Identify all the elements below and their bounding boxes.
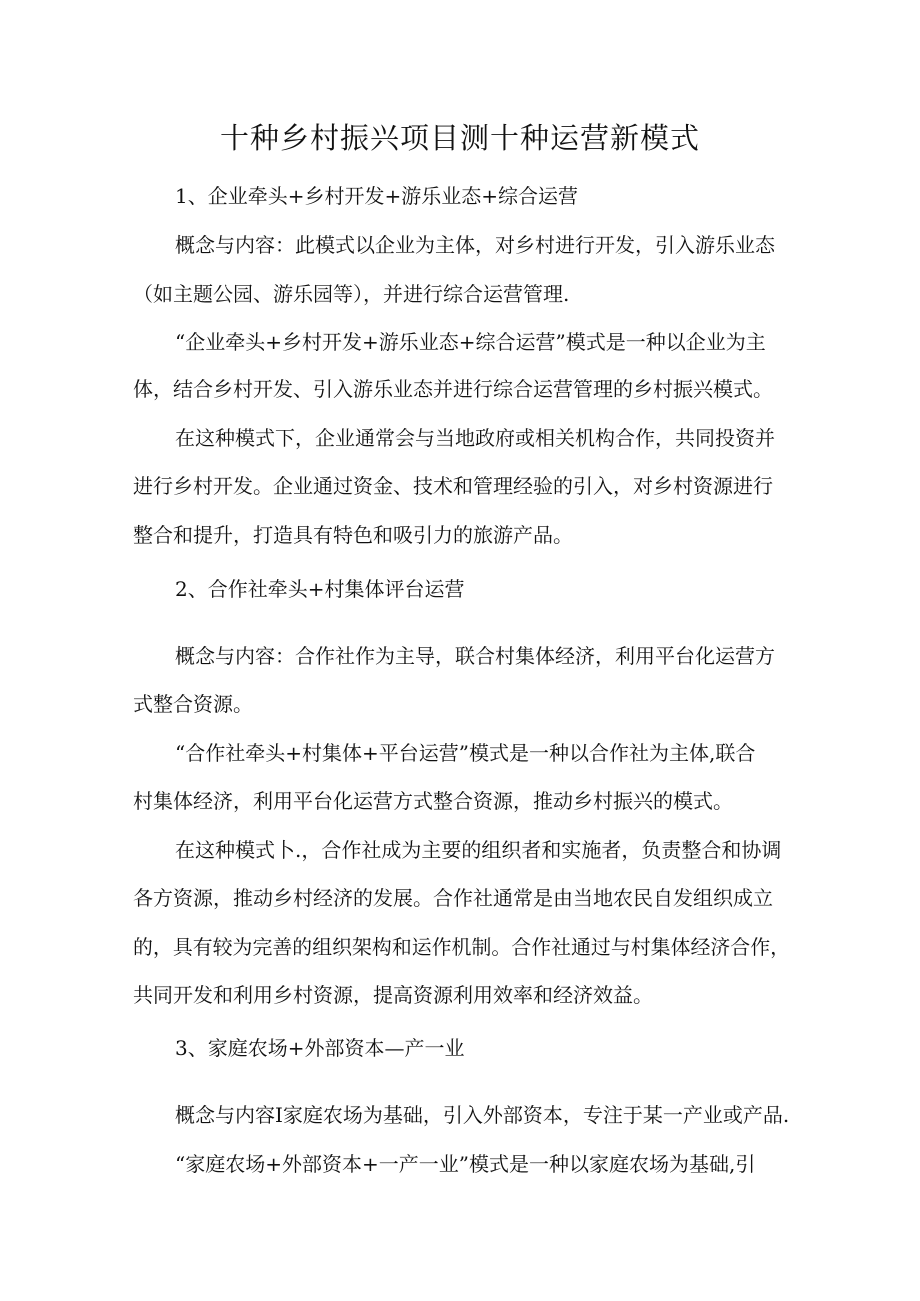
paragraph-line: 体，结合乡村开发、引入游乐业态并进行综合运营管理的乡村振兴模式。: [133, 377, 773, 401]
section-1-heading: 1、企业牵头+乡村开发+游乐业态+综合运营: [175, 184, 578, 208]
section-2-heading: 2、合作社牵头+村集体评台运营: [175, 577, 465, 601]
paragraph-line: 的，具有较为完善的组织架构和运作机制。合作社通过与村集体经济合作，: [133, 935, 791, 959]
paragraph-line: 在这种模式卜.，合作社成为主要的组织者和实施者，负责整合和协调: [175, 838, 782, 862]
paragraph-line: “家庭农场+外部资本+一产一业”模式是一种以家庭农场为基础,引: [175, 1152, 756, 1176]
paragraph-line: “企业牵头+乡村开发+游乐业态+综合运营”模式是一种以企业为主: [175, 330, 766, 354]
paragraph-line: 概念与内容I家庭农场为基础，引入外部资本，专注于某一产业或产品.: [175, 1103, 790, 1127]
paragraph-line: 进行乡村开发。企业通过资金、技术和管理经验的引入，对乡村资源进行: [133, 474, 773, 498]
paragraph-line: 整合和提升，打造具有特色和吸引力的旅游产品。: [133, 523, 573, 547]
paragraph-line: 共同开发和利用乡村资源，提高资源利用效率和经济效益。: [133, 983, 653, 1007]
paragraph-line: （如主题公园、游乐园等），并进行综合运营管理.: [133, 282, 570, 306]
paragraph-line: 村集体经济，利用平台化运营方式整合资源，推动乡村振兴的模式。: [133, 789, 733, 813]
paragraph-line: 式整合资源。: [133, 692, 253, 716]
section-3-heading: 3、家庭农场+外部资本—产一业: [175, 1036, 465, 1060]
document-title: 十种乡村振兴项目测十种运营新模式: [219, 121, 700, 155]
paragraph-line: 各方资源，推动乡村经济的发展。合作社通常是由当地农民自发组织成立: [133, 886, 773, 910]
paragraph-line: 在这种模式下，企业通常会与当地政府或相关机构合作，共同投资并: [175, 426, 775, 450]
paragraph-line: 概念与内容：合作社作为主导，联合村集体经济，利用平台化运营方: [175, 644, 775, 668]
paragraph-line: 概念与内容：此模式以企业为主体，对乡村进行开发，引入游乐业态: [175, 233, 775, 257]
paragraph-line: “合作社牵头+村集体+平台运营”模式是一种以合作社为主体,联合: [175, 741, 756, 765]
